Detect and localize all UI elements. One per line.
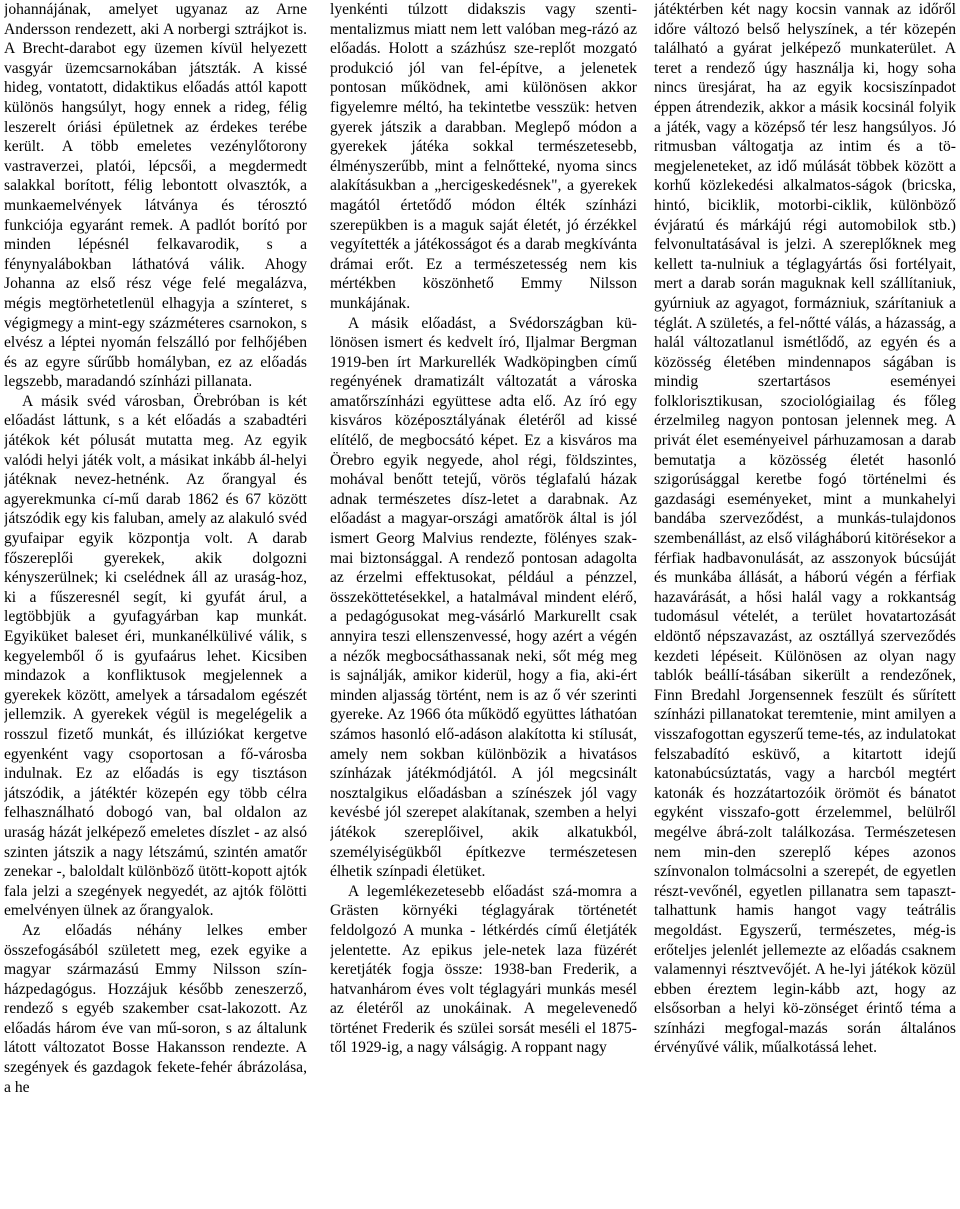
paragraph: lyenkénti túlzott didakszis vagy szenti-mentalizmus miatt nem lett valóban meg-rázó az előadás. Holott a százhúsz sze-replőt mozgató produkció jól van fel-építve, a jelenetek pontosan működnek, ami különösen akkor figyelemre méltó, ha tekintetbe vesszük: hetven gyerek játszik a darabban. Meglepő módon a gyerekek játéka sokkal természetesebb, élményszerűbb, mint a felnőtteké, nyoma sincs alakításukban a „hercigeskedésnek", a gyerekek magától értetődő módon élték színházi szerepükben is a maguk saját életét, jó érzékkel vegyítették a játékosságot és a darab megkívánta drámai erőt. Ez a természetesség nem kis mértékben köszönhető Emmy Nilsson munkájának. — [330, 1, 637, 312]
paragraph: A másik előadást, a Svédországban kü-lönösen ismert és kedvelt író, Iljalmar Bergman 1919-ben írt Markurellék Wadköpingben című regényének dramatizált változatát a városka amatőrszínházi együttese adta elő. Az író egy kisváros középosztályának életéről ad kissé elítélő, de megbocsátó képet. Ez a kisváros ma Örebro egyik negyede, ahol régi, földszintes, mohával benőtt tetejű, vörös téglafalú házak adnak természetes dísz-letet a darabnak. Az előadást a magyar-országi amatőrök által is jól ismert Georg Malvius rendezte, fölényes szak-mai biztonsággal. A rendező pontosan adagolta az érzelmi effektusokat, például a pénzzel, összeköttetésekkel, a hatalmával mindent elérő, a pedagógusokat meg-vásárló Markurellt csak annyira teszi ellenszenvessé, hogy azért a végén a nézők megbocsáthassanak neki, sőt még meg is sajnálják, amikor kiderül, hogy a fia, aki-ért minden aljasság történt, nem is az ő vér szerinti gyereke. Az 1966 óta működő együttes láthatóan számos hasonló elő-adáson alakította ki stílusát, amely nem sokban különbözik a hivatásos színházak játékmódjától. A jól megcsinált nosztalgikus előadásban a színészek jól vagy kevésbé jól szerepet alakítanak, szemben a helyi játékok szereplőivel, akik alkatukból, személyiségükből építkezve természetesen élhetik színpadi életüket. — [330, 314, 637, 881]
paragraph: A másik svéd városban, Örebróban is két előadást láttunk, s a két előadás a szabadtéri játékok két pólusát mutatta meg. Az egyik valódi helyi játék volt, a másikat inkább ál-helyi játéknak nevez-hetnénk. Az őrangyal és agyerekmunka cí-mű darab 1862 és 67 között játszódik egy kis faluban, amely az alakuló svéd gyufaipar egyik központja volt. A darab főszereplői gyerekek, akik dolgozni kényszerülnek; ki cselédnek áll az uraság-hoz, ki a fűszeresnél segít, ki gyufát árul, a legtöbbjük a gyufagyárban kap munkát. Egyiküket baleset éri, munkanélkülivé válik, s kegyelemből ő is gyufaárus lehet. Kicsiben mindazok a konfliktusok megjelennek a gyerekek között, amelyek a társadalom egészét jellemzik. A gyerekek végül is megelégelik a rosszul fizető munkát, és illúziókat kergetve egyenként vagy csoportosan a fő-városba indulnak. Ez az előadás is egy tisztáson játszódik, a játéktér közepén egy több célra felhasználható dobogó van, bal oldalon az uraság házát jelképező emeletes díszlet - az alsó szinten játszik a nagy létszámú, szintén amatőr zenekar -, baloldalt különböző ütött-kopott ajtók fala jelzi a szegények negyedét, az ajtók fölötti emelvényen ülnek az őrangyalok. — [4, 392, 307, 920]
paragraph: Az előadás néhány lelkes ember összefogásából született meg, ezek egyike a magyar származású Emmy Nilsson szín-házpedagógus. Hozzájuk később zeneszerző, rendező s egyéb szakember csat-lakozott. Az előadás három éve van mű-soron, s az általunk látott változatot Bosse Hakansson rendezte. A szegények és gazdagok fekete-fehér ábrázolása, a he — [4, 921, 307, 1096]
column-2 — [330, 0, 637, 1058]
paragraph: johannájának, amelyet ugyanaz az Arne Andersson rendezett, aki A norbergi sztrájkot is. A Brecht-darabot egy üzemen kívül helyezett vasgyár üzemcsarnokában játszták. A kissé hideg, vontatott, didaktikus előadás attól kapott különös hangsúlyt, hogy ennek a rideg, félig leszerelt óriási épületnek az érdekes terébe került. A több emeletes vezénylőtorony vastraverzei, platói, lépcsői, a megdermedt salakkal borított, félig lebontott olvasztók, a munkaemelvények látványa és térosztó funkciója egyaránt remek. A padlót borító por minden lépésnél felkavarodik, s a fénynyalábokban láthatóvá válik. Ahogy Johanna az első rész vége felé megalázva, mégis megtörhetetlenül elhagyja a színteret, s végigmegy a mint-egy százméteres csarnokon, s elvész a léptei nyomán felszálló por felhőjében és az egyre sűrűbb homályban, ez az előadás legszebb, maradandó színházi pillanata. — [4, 1, 307, 391]
paragraph: játéktérben két nagy kocsin vannak az időről időre változó belső helyszínek, a tér közepén található a gyárat jelképező munkaterület. A teret a rendező úgy használja ki, hogy soha nincs üresjárat, ha az egyik kocsiszínpadot éppen átrendezik, akkor a másik kocsinál folyik a játék, vagy a középső tér lesz hangsúlyos. Jó ritmusban váltogatja az intim és a tö-megjeleneteket, az idő múlását többek között a korhű közlekedési alkalmatos-ságok (bricska, hintó, biciklik, motorbi-ciklik, különböző évjáratú és márkájú régi automobilok stb.) felvonultatásával is jelzi. A szereplőknek meg kellett ta-nulniuk a téglagyártás ősi fortélyait, mert a darab során maguknak kell szállítaniuk, gyúrniuk az agyagot, formázniuk, szárítaniuk a téglát. A születés, a fel-nőtté válás, a házasság, a halál változatlanul ismétlődő, az egyén és a közösség életében mindennapos ságában is mindig szertartásos eseményei folklorisztikusan, szociológiailag és főleg érzelmileg nagyon pontosan jelennek meg. A privát élet eseményeivel párhuzamosan a darab bemutatja a közösség életét hasonló szigorúsággal keretbe fogó történelmi és gazdasági eseményeket, mint a munkahelyi bandába szerveződést, a munkás-tulajdonos szembenállást, az első világháború kitörésekor a férfiak hadbavonulását, az asszonyok búcsúját és munkába állását, a háború végén a férfiak hazavárását, a hősi halál vagy a rokkantság tudomásul vételét, a terület hovatartozását eldöntő népszavazást, az osztállyá szerveződés kezdeti lépéseit. Különösen az olyan nagy tablók beállí-tásában sikerült a rendezőnek, Finn Bredahl Jorgensennek feszült és sűrített színházi pillanatokat teremtenie, mint amilyen a visszafogottan egyszerű teme-tés, az indulatokat felszabadító esküvő, a kitartott idejű katonabúcsúztatás, vagy a harcból megtért katonák és hozzátartozóik örömöt és bánatot egyként visszafo-gott érzelemmel, belülről megélve ábrá-zolt találkozása. Természetesen nem min-den szereplő képes azonos színvonalon tolmácsolni a szerepét, de egyetlen részt-vevőnél, egyetlen pillanatra sem tapaszt-talhattunk hamis hangot vagy teátrális megoldást. Egyszerű, természetes, még-is erőteljes jelenlét jellemezte az előadás csaknem valamennyi résztvevőjét. A he-lyi játékok közül ebben éreztem legin-kább azt, hogy az elsősorban a helyi kö-zönséget érintő téma a színházi megfogal-mazás során általános érvényűvé válik, műalkotássá lehet. — [654, 1, 956, 1057]
paragraph: A legemlékezetesebb előadást szá-momra a Grästen környéki téglagyárak történetét feldolgozó A munka - létkérdés című életjáték jelentette. Az epikus jele-netek laza füzérét keretjáték fogja össze: 1938-ban Frederik, a hatvanhárom éves volt téglagyári munkás mesél az életéről az unokáinak. A megelevenedő történet Frederik és szülei sorsát meséli el 1875-től 1929-ig, a nagy válságig. A roppant nagy — [330, 882, 637, 1057]
column-3 — [654, 0, 956, 1058]
column-1 — [4, 0, 307, 1097]
